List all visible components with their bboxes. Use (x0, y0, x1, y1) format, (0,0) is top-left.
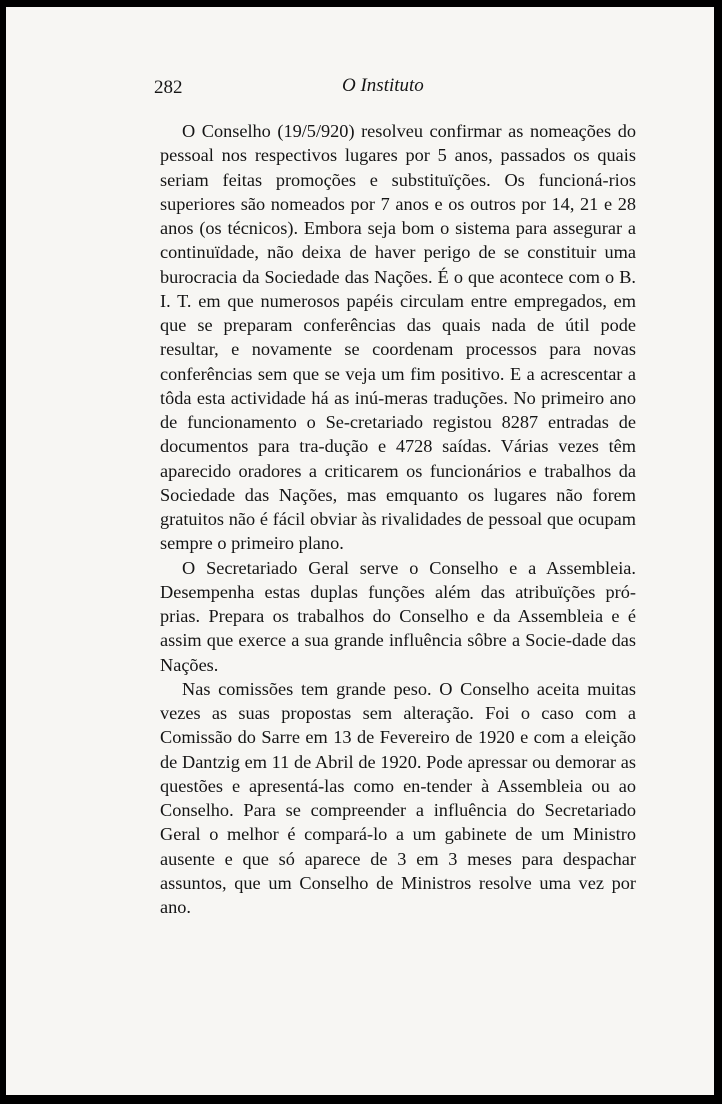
book-page (6, 7, 714, 1095)
page-number: 282 (154, 77, 183, 98)
paragraph-1: O Conselho (19/5/920) resolveu confirmar as nomeações do pessoal nos respectivos lugares por 5 anos, passados os quais seriam feitas promoções e substituïções. Os funcioná-rios superiores são nomeados por 7 anos e os outros por 14, 21 e 28 anos (os técnicos). Embora seja bom o sistema para assegurar a continuïdade, não deixa de haver perigo de se constituir uma burocracia da Sociedade das Nações. É o que acontece com o B. I. T. em que numerosos papéis circulam entre empregados, em que se preparam conferências das quais nada de útil pode resultar, e novamente se coordenam processos para novas conferências sem que se veja um fim positivo. E a acrescentar a tôda esta actividade há as inú-meras traduções. No primeiro ano de funcionamento o Se-cretariado registou 8287 entradas de documentos para tra-dução e 4728 saídas. Várias vezes têm aparecido oradores a criticarem os funcionários e trabalhos da Sociedade das Nações, mas emquanto os lugares não forem gratuitos não é fácil obviar às rivalidades de pessoal que ocupam sempre o primeiro plano. (160, 121, 636, 554)
paragraph-3: Nas comissões tem grande peso. O Conselho aceita muitas vezes as suas propostas sem alteração. Foi o caso com a Comissão do Sarre em 13 de Fevereiro de 1920 e com a eleição de Dantzig em 11 de Abril de 1920. Pode apressar ou demorar as questões e apresentá-las como en-tender à Assembleia ou ao Conselho. Para se compreender a influência do Secretariado Geral o melhor é compará-lo a um gabinete de um Ministro ausente e que só aparece de 3 em 3 meses para despachar assuntos, que um Conselho de Ministros resolve uma vez por ano. (160, 678, 636, 917)
running-title: O Instituto (342, 75, 424, 96)
page-header (6, 75, 714, 103)
paragraph-2: O Secretariado Geral serve o Conselho e a Assembleia. Desempenha estas duplas funções além das atribuïções pró-prias. Prepara os trabalhos do Conselho e da Assembleia e é assim que exerce a sua grande influência sôbre a Socie-dade das Nações. (160, 557, 636, 675)
body-text (160, 119, 636, 919)
